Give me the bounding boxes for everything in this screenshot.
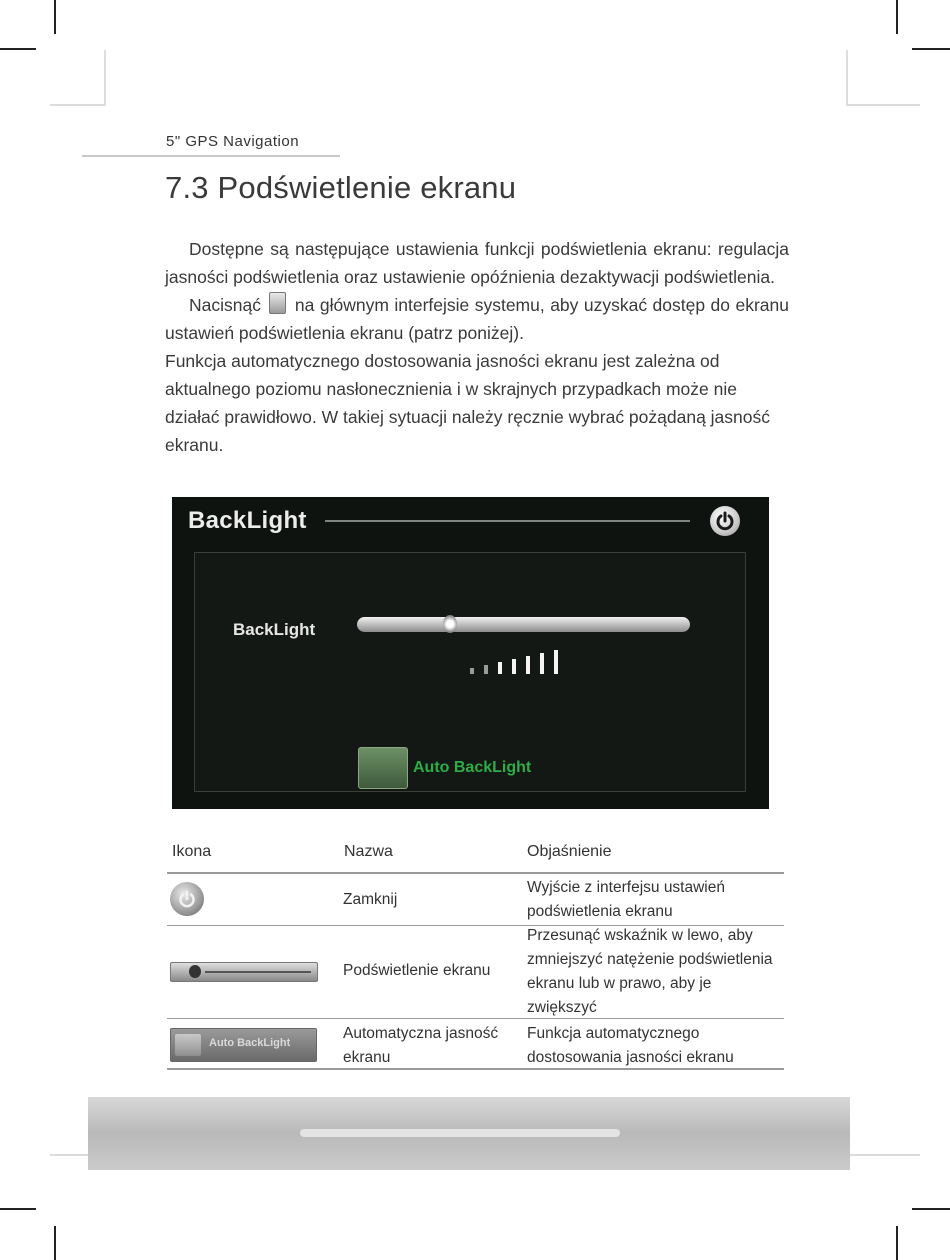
table-rule [167,872,784,874]
backlight-screenshot [172,497,769,809]
level-bar [554,650,558,674]
access-text-end: na głównym interfejsie systemu, aby uzyskać dostęp do ekranu ustawień podświetlenia ekranu (patrz poniżej). [165,295,789,343]
bleed-mark [846,104,920,106]
col-header-desc: Objaśnienie [527,843,612,860]
auto-backlight-toggle[interactable] [358,747,408,789]
col-header-icon: Ikona [172,843,212,860]
checkbox-icon [175,1034,201,1056]
screen-title: BackLight [188,507,307,534]
power-icon[interactable] [710,506,740,536]
running-header: 5" GPS Navigation [166,133,300,150]
paragraph-auto-note: Funkcja automatycznego dostosowania jasności ekranu jest zależna od aktualnego poziomu nasłonecznienia i w skrajnych przypadkach może nie działać prawidłowo. W takiej sytuacji należy ręcznie wybrać pożądaną jasność ekranu. [165,351,771,455]
section-title: 7.3 Podświetlenie ekranu [165,170,517,205]
level-bar [470,668,474,674]
row-name: Automatyczna jasność ekranu [343,1025,499,1066]
auto-backlight-icon-text: Auto BackLight [209,1037,291,1049]
bleed-mark [50,1154,90,1156]
crop-mark [54,0,56,34]
level-bar [498,662,502,674]
backlight-slider[interactable] [357,617,690,632]
row-name: Zamknij [343,891,398,908]
crop-mark [0,1208,36,1210]
slider-line [205,971,311,973]
table-rule [167,1018,784,1019]
paragraph-intro: Dostępne są następujące ustawienia funkcji podświetlenia ekranu: regulacja jasności podświetlenia oraz ustawienie opóźnienia dezaktywacji podświetlenia. [165,239,789,287]
row-desc: Wyjście z interfejsu ustawień podświetlenia ekranu [527,879,725,920]
crop-mark [912,1208,950,1210]
level-bar [512,659,516,674]
slider-icon [170,962,318,982]
row-desc: Przesunąć wskaźnik w lewo, aby zmniejszyć natężenie podświetlenia ekranu lub w prawo, aby je zwiększyć [527,927,773,1016]
access-text-start: Nacisnąć [189,295,261,315]
title-rule [325,520,690,522]
auto-backlight-label: Auto BackLight [413,759,532,776]
bleed-mark [104,50,106,106]
paragraph-access [165,291,789,347]
crop-mark [54,1226,56,1260]
backlight-label: BackLight [233,620,316,639]
bleed-mark [50,104,106,106]
slider-knob-icon [189,965,201,978]
crop-mark [896,0,898,34]
col-header-name: Nazwa [344,843,393,860]
bleed-mark [850,1154,920,1156]
row-name: Podświetlenie ekranu [343,962,491,979]
table-rule [167,1068,784,1070]
crop-mark [0,48,36,50]
auto-backlight-icon [170,1028,317,1062]
level-bar [526,656,530,674]
crop-mark [896,1226,898,1260]
header-rule [82,155,340,157]
body-text [165,235,789,459]
level-bar [484,665,488,674]
level-indicator [470,650,570,674]
power-icon [170,882,204,916]
footer-highlight [300,1129,620,1137]
crop-mark [912,48,950,50]
row-desc: Funkcja automatycznego dostosowania jasności ekranu [527,1025,734,1066]
level-bar [540,653,544,674]
bleed-mark [846,50,848,106]
settings-icon [269,292,286,314]
